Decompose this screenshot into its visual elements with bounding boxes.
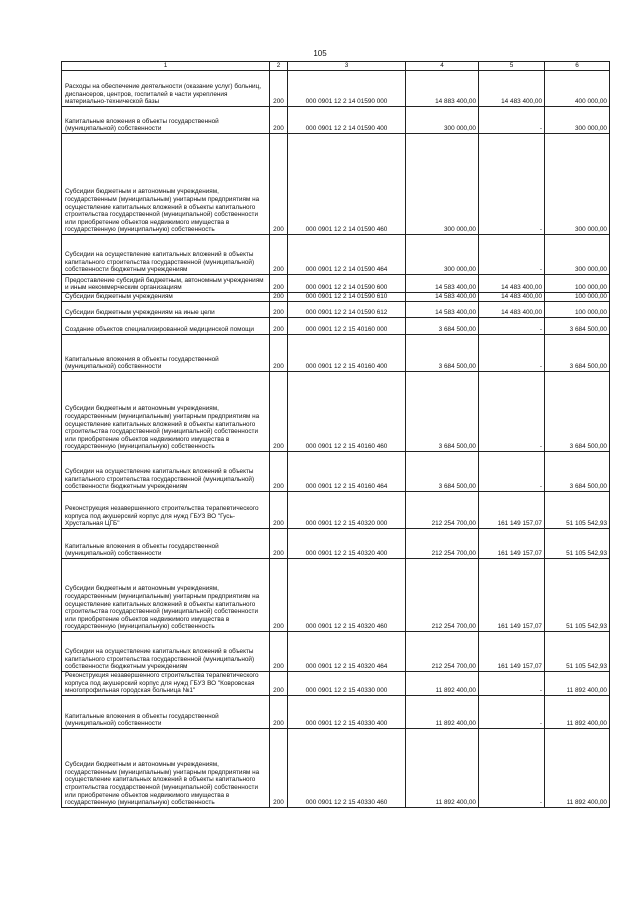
row-kbk-cell: 000 0901 12 2 15 40330 400 <box>288 695 406 728</box>
row-code-cell: 200 <box>270 529 288 559</box>
row-value-col6: 400 000,00 <box>545 71 610 107</box>
row-name-cell: Капитальные вложения в объекты государственной (муниципальной) собственности <box>62 107 270 134</box>
row-code-cell: 200 <box>270 452 288 492</box>
row-kbk-cell: 000 0901 12 2 15 40320 460 <box>288 559 406 632</box>
row-value-col4: 14 583 400,00 <box>406 302 479 318</box>
row-kbk-cell: 000 0901 12 2 15 40160 460 <box>288 372 406 452</box>
row-kbk-cell: 000 0901 12 2 15 40330 460 <box>288 728 406 807</box>
row-name-cell: Субсидии бюджетным и автономным учреждениям, государственным (муниципальным) унитарным предприятиям на осуществление капитальных вложений в объекты капитального строительства государственной (муниципальной) собственности или приобретение объектов недвижимого имущества в государственную (муниципальную) собственность <box>62 559 270 632</box>
row-code-cell: 200 <box>270 492 288 529</box>
table-row <box>62 695 610 728</box>
row-kbk-cell: 000 0901 12 2 15 40320 464 <box>288 632 406 672</box>
table-row <box>62 452 610 492</box>
row-value-col5: 161 149 157,07 <box>479 529 545 559</box>
table-row <box>62 372 610 452</box>
row-code-cell: 200 <box>270 318 288 335</box>
row-value-col6: 3 684 500,00 <box>545 372 610 452</box>
row-value-col4: 300 000,00 <box>406 107 479 134</box>
row-value-col5: 14 483 400,00 <box>479 71 545 107</box>
row-value-col4: 212 254 700,00 <box>406 559 479 632</box>
row-value-col5: - <box>479 318 545 335</box>
row-value-col6: 51 105 542,93 <box>545 632 610 672</box>
row-kbk-cell: 000 0901 12 2 14 01590 610 <box>288 293 406 302</box>
row-name-cell: Субсидии на осуществление капитальных вложений в объекты капитального строительства государственной (муниципальной) собственности бюджетным учреждениям <box>62 632 270 672</box>
row-kbk-cell: 000 0901 12 2 14 01590 612 <box>288 302 406 318</box>
table-row <box>62 302 610 318</box>
row-value-col4: 300 000,00 <box>406 134 479 235</box>
row-value-col6: 3 684 500,00 <box>545 452 610 492</box>
row-value-col5: 161 149 157,07 <box>479 632 545 672</box>
row-code-cell: 200 <box>270 302 288 318</box>
row-value-col5: - <box>479 695 545 728</box>
row-code-cell: 200 <box>270 695 288 728</box>
row-value-col5: - <box>479 235 545 275</box>
budget-table <box>61 61 610 808</box>
header-cell: 2 <box>270 62 288 71</box>
row-name-cell: Создание объектов специализированной медицинской помощи <box>62 318 270 335</box>
row-kbk-cell: 000 0901 12 2 15 40160 464 <box>288 452 406 492</box>
header-cell: 4 <box>406 62 479 71</box>
table-row <box>62 107 610 134</box>
row-value-col4: 3 684 500,00 <box>406 318 479 335</box>
row-value-col4: 212 254 700,00 <box>406 529 479 559</box>
row-name-cell: Реконструкция незавершенного строительства терапевтического корпуса под акушерский корпус для нужд ГБУЗ ВО "Ковровская многопрофильная городская больница №1" <box>62 672 270 696</box>
row-code-cell: 200 <box>270 335 288 372</box>
table-row <box>62 275 610 293</box>
row-kbk-cell: 000 0901 12 2 15 40160 400 <box>288 335 406 372</box>
table-row <box>62 335 610 372</box>
row-kbk-cell: 000 0901 12 2 14 01590 000 <box>288 71 406 107</box>
row-value-col5: 14 483 400,00 <box>479 293 545 302</box>
row-kbk-cell: 000 0901 12 2 14 01590 400 <box>288 107 406 134</box>
table-row <box>62 728 610 807</box>
table-row <box>62 134 610 235</box>
row-value-col5: 14 483 400,00 <box>479 275 545 293</box>
table-row <box>62 632 610 672</box>
row-value-col5: - <box>479 728 545 807</box>
row-value-col6: 100 000,00 <box>545 275 610 293</box>
table-row <box>62 492 610 529</box>
row-value-col4: 3 684 500,00 <box>406 452 479 492</box>
row-value-col4: 14 583 400,00 <box>406 275 479 293</box>
row-name-cell: Реконструкция незавершенного строительства терапевтического корпуса под акушерский корпус для нужд ГБУЗ ВО "Гусь-Хрустальная ЦГБ" <box>62 492 270 529</box>
row-kbk-cell: 000 0901 12 2 14 01590 460 <box>288 134 406 235</box>
row-value-col5: - <box>479 452 545 492</box>
row-value-col4: 11 892 400,00 <box>406 728 479 807</box>
row-value-col5: - <box>479 372 545 452</box>
row-value-col6: 300 000,00 <box>545 235 610 275</box>
header-cell: 1 <box>62 62 270 71</box>
row-value-col4: 3 684 500,00 <box>406 372 479 452</box>
table-row <box>62 672 610 696</box>
page-number: 105 <box>313 49 327 58</box>
table-row <box>62 71 610 107</box>
row-code-cell: 200 <box>270 632 288 672</box>
table-row <box>62 559 610 632</box>
row-code-cell: 200 <box>270 672 288 696</box>
row-value-col4: 300 000,00 <box>406 235 479 275</box>
row-name-cell: Расходы на обеспечение деятельности (оказание услуг) больниц, диспансеров, центров, госпиталей в части укрепления материально-технической базы <box>62 71 270 107</box>
row-name-cell: Капитальные вложения в объекты государственной (муниципальной) собственности <box>62 529 270 559</box>
row-kbk-cell: 000 0901 12 2 15 40320 400 <box>288 529 406 559</box>
row-code-cell: 200 <box>270 71 288 107</box>
row-kbk-cell: 000 0901 12 2 14 01590 464 <box>288 235 406 275</box>
row-name-cell: Субсидии бюджетным и автономным учреждениям, государственным (муниципальным) унитарным предприятиям на осуществление капитальных вложений в объекты капитального строительства государственной (муниципальной) собственности или приобретение объектов недвижимого имущества в государственную (муниципальную) собственность <box>62 728 270 807</box>
row-value-col5: 161 149 157,07 <box>479 492 545 529</box>
row-value-col6: 300 000,00 <box>545 134 610 235</box>
row-code-cell: 200 <box>270 559 288 632</box>
table-row <box>62 293 610 302</box>
row-value-col4: 14 883 400,00 <box>406 71 479 107</box>
header-cell: 3 <box>288 62 406 71</box>
row-name-cell: Предоставление субсидий бюджетным, автономным учреждениям и иным некоммерческим организациям <box>62 275 270 293</box>
row-value-col4: 14 583 400,00 <box>406 293 479 302</box>
table-row <box>62 235 610 275</box>
row-value-col5: 161 149 157,07 <box>479 559 545 632</box>
row-value-col4: 11 892 400,00 <box>406 672 479 696</box>
row-name-cell: Субсидии бюджетным учреждениям <box>62 293 270 302</box>
row-kbk-cell: 000 0901 12 2 14 01590 600 <box>288 275 406 293</box>
row-kbk-cell: 000 0901 12 2 15 40160 000 <box>288 318 406 335</box>
row-name-cell: Субсидии бюджетным и автономным учреждениям, государственным (муниципальным) унитарным предприятиям на осуществление капитальных вложений в объекты капитального строительства государственной (муниципальной) собственности или приобретение объектов недвижимого имущества в государственную (муниципальную) собственность <box>62 372 270 452</box>
row-value-col6: 11 892 400,00 <box>545 695 610 728</box>
row-value-col6: 3 684 500,00 <box>545 335 610 372</box>
row-value-col5: - <box>479 107 545 134</box>
row-value-col6: 300 000,00 <box>545 107 610 134</box>
row-value-col6: 3 684 500,00 <box>545 318 610 335</box>
row-kbk-cell: 000 0901 12 2 15 40320 000 <box>288 492 406 529</box>
row-value-col4: 3 684 500,00 <box>406 335 479 372</box>
row-value-col6: 51 105 542,93 <box>545 529 610 559</box>
row-value-col6: 11 892 400,00 <box>545 728 610 807</box>
row-value-col5: - <box>479 134 545 235</box>
row-value-col4: 212 254 700,00 <box>406 492 479 529</box>
table-header-row <box>62 62 610 71</box>
row-value-col6: 100 000,00 <box>545 302 610 318</box>
row-name-cell: Субсидии на осуществление капитальных вложений в объекты капитального строительства государственной (муниципальной) собственности бюджетным учреждениям <box>62 235 270 275</box>
row-value-col5: - <box>479 335 545 372</box>
header-cell: 5 <box>479 62 545 71</box>
row-value-col5: 14 483 400,00 <box>479 302 545 318</box>
table-row <box>62 529 610 559</box>
row-name-cell: Субсидии бюджетным и автономным учреждениям, государственным (муниципальным) унитарным предприятиям на осуществление капитальных вложений в объекты капитального строительства государственной (муниципальной) собственности или приобретение объектов недвижимого имущества в государственную (муниципальную) собственность <box>62 134 270 235</box>
row-value-col6: 11 892 400,00 <box>545 672 610 696</box>
row-name-cell: Капитальные вложения в объекты государственной (муниципальной) собственности <box>62 335 270 372</box>
row-code-cell: 200 <box>270 107 288 134</box>
row-value-col6: 51 105 542,93 <box>545 559 610 632</box>
row-value-col5: - <box>479 672 545 696</box>
row-name-cell: Капитальные вложения в объекты государственной (муниципальной) собственности <box>62 695 270 728</box>
row-name-cell: Субсидии бюджетным учреждениям на иные цели <box>62 302 270 318</box>
row-code-cell: 200 <box>270 372 288 452</box>
row-kbk-cell: 000 0901 12 2 15 40330 000 <box>288 672 406 696</box>
row-code-cell: 200 <box>270 275 288 293</box>
table-row <box>62 318 610 335</box>
row-value-col6: 51 105 542,93 <box>545 492 610 529</box>
row-code-cell: 200 <box>270 293 288 302</box>
row-code-cell: 200 <box>270 134 288 235</box>
row-value-col4: 11 892 400,00 <box>406 695 479 728</box>
row-name-cell: Субсидии на осуществление капитальных вложений в объекты капитального строительства государственной (муниципальной) собственности бюджетным учреждениям <box>62 452 270 492</box>
header-cell: 6 <box>545 62 610 71</box>
row-value-col4: 212 254 700,00 <box>406 632 479 672</box>
row-code-cell: 200 <box>270 728 288 807</box>
row-code-cell: 200 <box>270 235 288 275</box>
row-value-col6: 100 000,00 <box>545 293 610 302</box>
